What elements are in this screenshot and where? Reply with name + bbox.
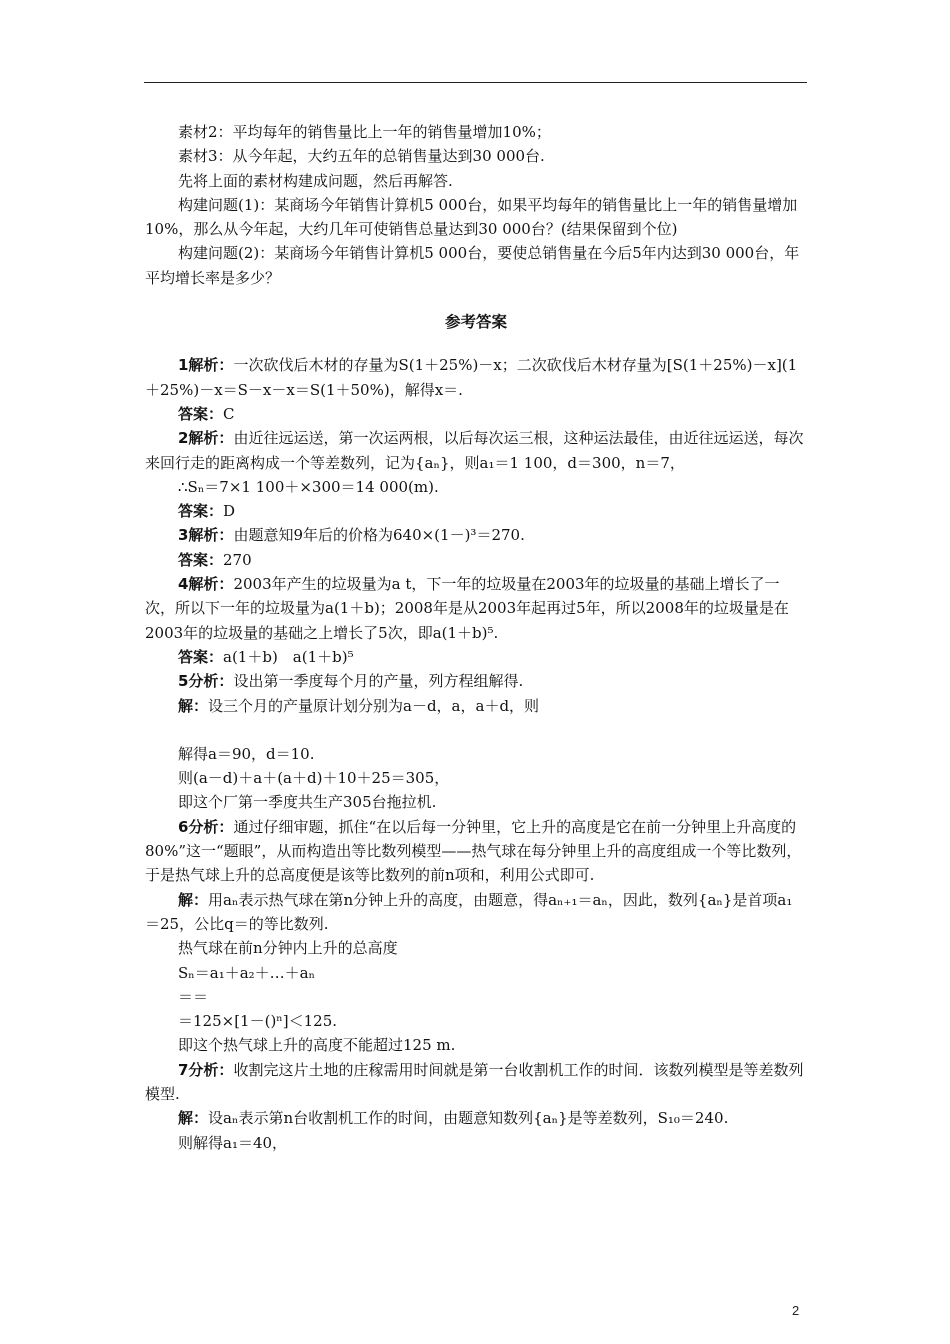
answer-1-label: 1解析：	[178, 356, 234, 375]
question-1: 构建问题(1)：某商场今年销售计算机5 000台，如果平均每年的销售量比上一年的销售量增加10%，那么从今年起，大约几年可使销售总量达到30 000台？(结果保留到个位)	[145, 195, 798, 239]
answer-1-result	[145, 402, 807, 426]
material-3: 素材3：从今年起，大约五年的总销售量达到30 000台.	[178, 147, 545, 166]
answer-7-line-1: 则解得a₁＝40，	[178, 1133, 288, 1152]
answer-6-label: 6分析：	[178, 817, 234, 836]
answer-5-solution	[145, 694, 807, 718]
answer-2-result	[145, 499, 807, 523]
answer-4-label: 4解析：	[178, 575, 234, 594]
answer-3-value: 270	[223, 550, 252, 569]
answer-7-text: 收割完这片土地的庄稼需用时间就是第一台收割机工作的时间．该数列模型是等差数列模型.	[145, 1060, 804, 1103]
answer-7-solution	[145, 1106, 807, 1130]
answer-5-line-2: 则(a－d)＋a＋(a＋d)＋10＋25＝305，	[178, 769, 450, 788]
question-2: 构建问题(2)：某商场今年销售计算机5 000台，要使总销售量在今后5年内达到30 000台，年平均增长率是多少？	[145, 244, 800, 287]
answer-1-analysis	[145, 353, 807, 402]
answer-5-solution-text: 设三个月的产量原计划分别为a－d，a，a＋d，则	[208, 696, 540, 715]
answer-6-analysis	[145, 815, 807, 888]
answer-2-text: 由近往远运送，第一次运两根，以后每次运三根，这种运法最佳，由近往远运送，每次来回行走的距离构成一个等差数列，记为{aₙ}，则a₁＝1 100，d＝300，n＝7，	[145, 429, 804, 472]
answer-5-line-1: 解得a＝90，d＝10.	[178, 744, 315, 763]
answer-5-analysis	[145, 669, 807, 693]
answers-heading: 参考答案	[444, 312, 507, 332]
answer-6-line-3: ＝＝	[178, 987, 209, 1006]
material-2: 素材2：平均每年的销售量比上一年的销售量增加10%；	[178, 123, 551, 141]
answer-4-value: a(1＋b) a(1＋b)⁵	[223, 647, 354, 666]
solution-label: 解：	[178, 696, 209, 715]
missing-equation-space	[145, 718, 807, 742]
answer-7-label: 7分析：	[178, 1060, 234, 1079]
answer-label: 答案：	[178, 550, 224, 569]
answer-3-label: 3解析：	[178, 526, 234, 545]
solution-label: 解：	[178, 890, 209, 909]
answer-1-text: 一次砍伐后木材的存量为S(1＋25%)－x；二次砍伐后木材存量为[S(1＋25%)－x](1＋25%)－x＝S－x－x＝S(1＋50%)，解得x＝.	[145, 356, 798, 399]
answer-4-analysis	[145, 572, 807, 645]
answer-label: 答案：	[178, 502, 224, 521]
answer-4-result	[145, 645, 807, 669]
answer-5-label: 5分析：	[178, 672, 234, 691]
answer-4-text: 2003年产生的垃圾量为a t，下一年的垃圾量在2003年的垃圾量的基础上增长了一次，所以下一年的垃圾量为a(1＋b)；2008年是从2003年起再过5年，所以2008年的垃圾量是在2003年的垃圾量的基础之上增长了5次，即a(1＋b)⁵.	[145, 575, 789, 642]
answer-6-line-5: 即这个热气球上升的高度不能超过125 m.	[178, 1036, 456, 1055]
answer-6-line-1: 热气球在前n分钟内上升的总高度	[178, 939, 398, 958]
answer-6-solution-text: 用aₙ表示热气球在第n分钟上升的高度，由题意，得aₙ₊₁＝aₙ，因此，数列{aₙ}是首项a₁＝25，公比q＝的等比数列.	[145, 890, 793, 933]
answer-5-text: 设出第一季度每个月的产量，列方程组解得.	[233, 672, 524, 691]
answer-3-text: 由题意知9年后的价格为640×(1－)³＝270.	[233, 526, 525, 545]
answer-2-value: D	[223, 502, 236, 521]
answer-1-value: C	[223, 404, 235, 423]
answer-3-analysis	[145, 523, 807, 547]
solution-label: 解：	[178, 1109, 209, 1128]
answer-7-analysis	[145, 1058, 807, 1107]
answer-6-text: 通过仔细审题，抓住“在以后每一分钟里，它上升的高度是它在前一分钟里上升高度的80%”这一“题眼”，从而构造出等比数列模型——热气球在每分钟里上升的高度组成一个等比数列，于是热气球上升的总高度便是该等比数列的前n项和，利用公式即可.	[145, 817, 802, 885]
answer-2-analysis	[145, 426, 807, 475]
answer-2-label: 2解析：	[178, 429, 234, 448]
answer-3-result	[145, 548, 807, 572]
answer-7-solution-text: 设aₙ表示第n台收割机工作的时间，由题意知数列{aₙ}是等差数列，S₁₀＝240.	[208, 1109, 729, 1128]
answer-6-line-4: ＝125×[1－()ⁿ]＜125.	[178, 1012, 338, 1031]
intro-line: 先将上面的素材构建成问题，然后再解答.	[178, 171, 453, 190]
answer-2-sum: ∴Sₙ＝7×1 100＋×300＝14 000(m).	[178, 477, 439, 496]
answer-label: 答案：	[178, 647, 224, 666]
answer-label: 答案：	[178, 404, 224, 423]
answer-6-solution	[145, 888, 807, 937]
answer-6-line-2: Sₙ＝a₁＋a₂＋…＋aₙ	[178, 963, 316, 982]
answer-5-line-3: 即这个厂第一季度共生产305台拖拉机.	[178, 793, 437, 812]
page-number: 2	[792, 1303, 800, 1318]
page-content	[145, 120, 807, 1155]
header-rule	[144, 82, 807, 83]
